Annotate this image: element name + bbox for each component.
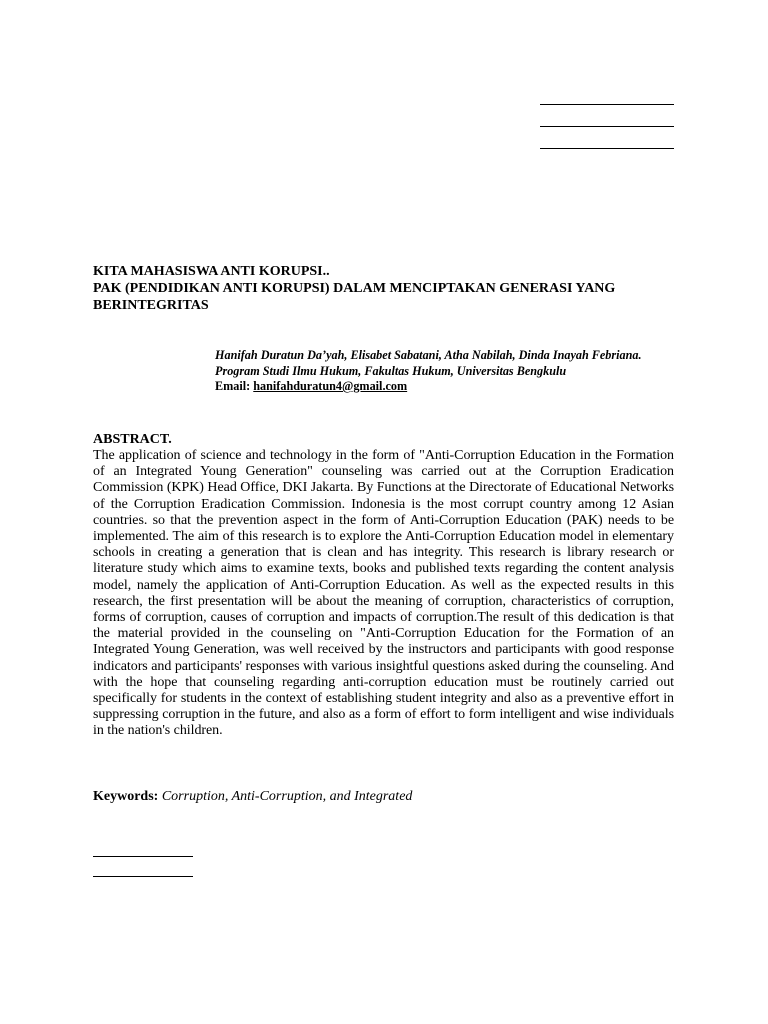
author-affiliation: Program Studi Ilmu Hukum, Fakultas Hukum, Universitas Bengkulu xyxy=(215,363,567,378)
keywords-line xyxy=(93,788,674,805)
email-label: Email: xyxy=(215,379,254,393)
author-block xyxy=(215,348,685,395)
paper-title xyxy=(93,263,683,314)
header-rule xyxy=(540,104,674,105)
keywords-label: Keywords: xyxy=(93,789,159,804)
author-email-line xyxy=(215,379,685,395)
email-link[interactable]: hanifahduratun4@gmail.com xyxy=(253,379,408,393)
abstract-section xyxy=(93,431,674,740)
footer-rule xyxy=(93,856,193,857)
abstract-text: The application of science and technology in the form of "Anti-Corruption Education in the Formation of an Integrated Young Generation" counseling was carried out at the Corruption Eradication Commission (KPK) Head Office, DKI Jakarta. By Functions at the Directorate of Educational Networks of the Corruption Eradication Commission. Indonesia is the most corrupt country among 12 Asian countries. so that the prevention aspect in the form of Anti-Corruption Education (PAK) needs to be implemented. The aim of this research is to explore the Anti-Corruption Education model in elementary schools in creating a generation that is clean and has integrity. This research is library research or literature study which aims to examine texts, books and published texts regarding the content analysis model, namely the application of Anti-Corruption Education. As well as the expected results in this research, the first presentation will be about the meaning of corruption, characteristics of corruption, forms of corruption, causes of corruption and impacts of corruption.The result of this dedication is that the material provided in the counseling on "Anti-Corruption Education for the Formation of an Integrated Young Generation, was well received by the instructors and participants with good response indicators and participants' responses with various insightful questions asked during the counseling. And with the hope that counseling regarding anti-corruption education must be routinely carried out specifically for students in the context of establishing student integrity and also as a preventive effort in suppressing corruption in the future, and also as a form of effort to form intelligent and wise individuals in the nation's children. xyxy=(93,448,674,739)
abstract-heading: ABSTRACT. xyxy=(93,432,172,447)
title-line: KITA MAHASISWA ANTI KORUPSI.. xyxy=(93,264,330,279)
footer-lines xyxy=(93,856,193,896)
author-names: Hanifah Duratun Da’yah, Elisabet Sabatani, Atha Nabilah, Dinda Inayah Febriana. xyxy=(215,348,642,362)
header-signature-lines xyxy=(540,104,674,170)
title-line: BERINTEGRITAS xyxy=(93,298,209,313)
header-rule xyxy=(540,148,674,149)
keywords-value: Corruption, Anti-Corruption, and Integrated xyxy=(161,789,413,804)
header-rule xyxy=(540,126,674,127)
title-line: PAK (PENDIDIKAN ANTI KORUPSI) DALAM MENCIPTAKAN GENERASI YANG xyxy=(93,281,616,296)
footer-rule xyxy=(93,876,193,877)
